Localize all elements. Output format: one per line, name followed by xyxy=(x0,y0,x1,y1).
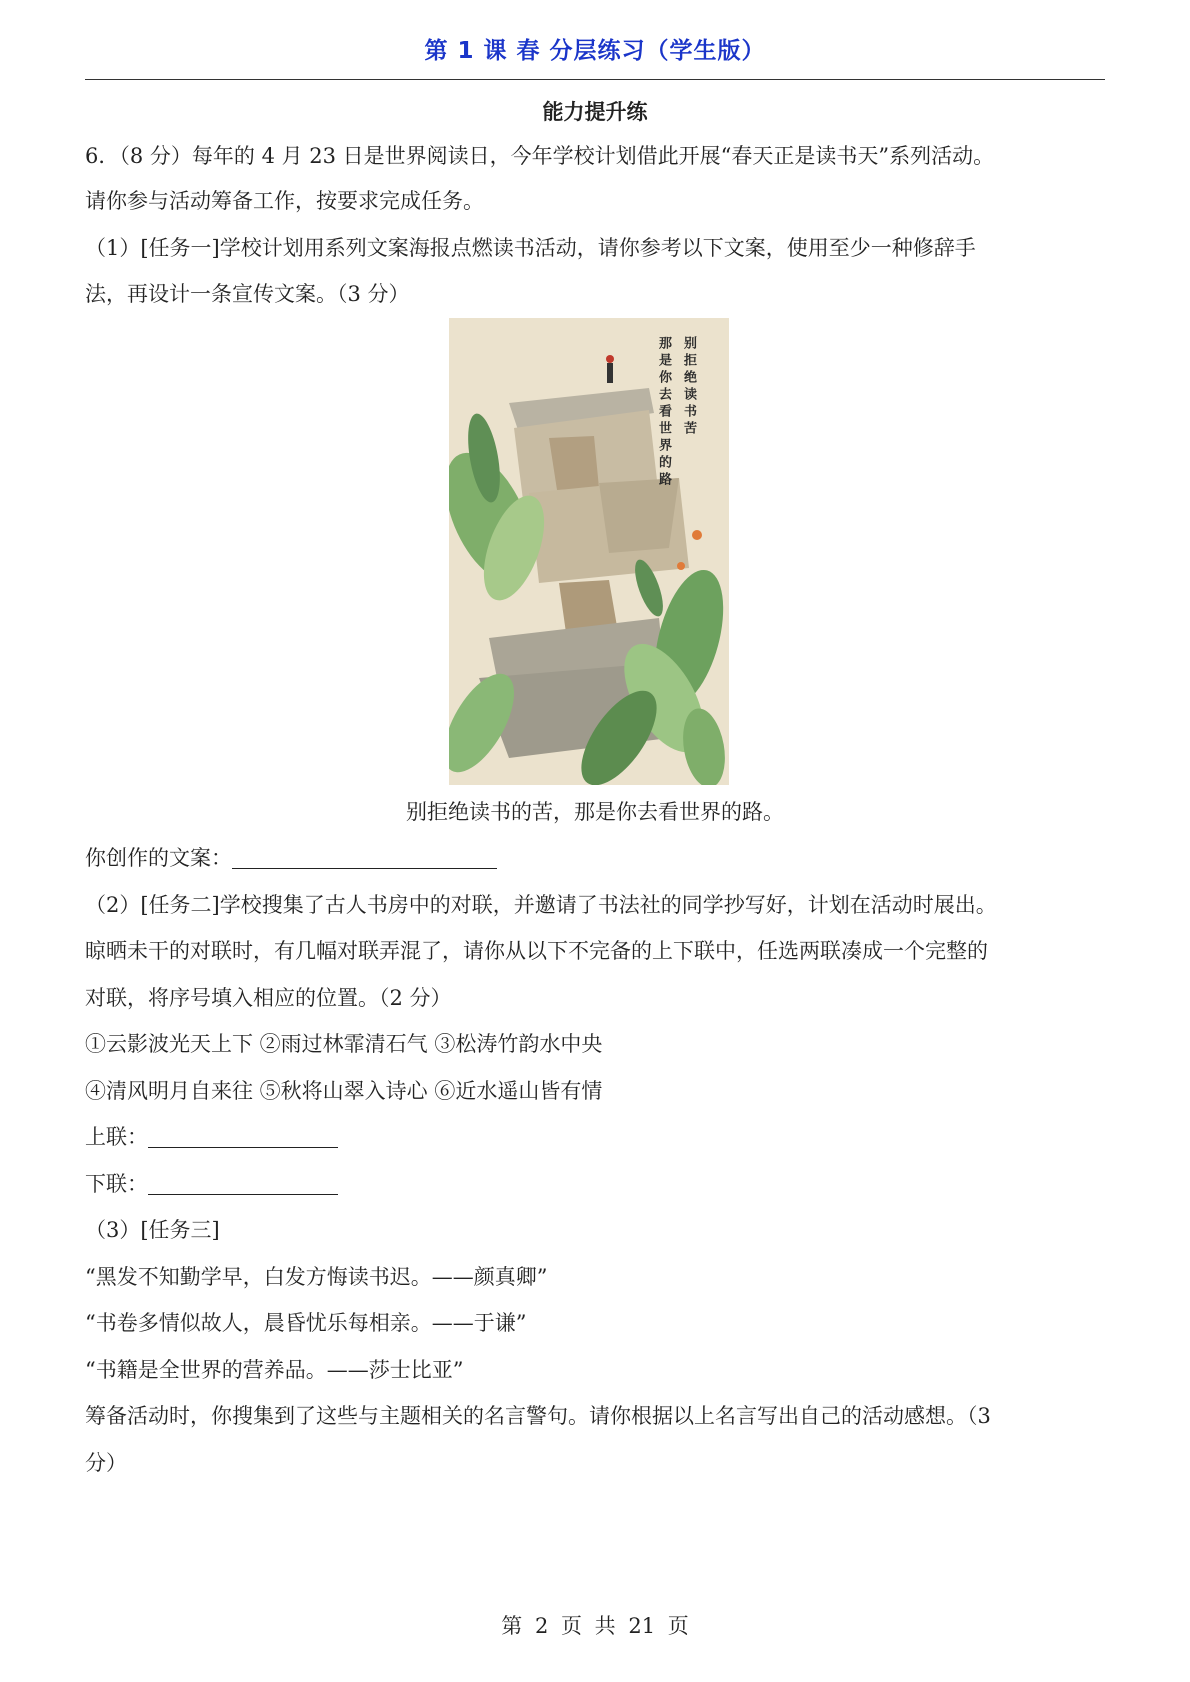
page-header-title: 第 1 课 春 分层练习（学生版） xyxy=(424,38,766,64)
task3-line-2: 分） xyxy=(85,1451,127,1475)
task3-title: （3）[任务三] xyxy=(85,1218,220,1242)
couplets-line-2: ④清风明月自来往 ⑤秋将山翠入诗心 ⑥近水遥山皆有情 xyxy=(85,1079,603,1103)
question-intro-line-1: 6．（8 分）每年的 4 月 23 日是世界阅读日，今年学校计划借此开展“春天正是读书天”系列活动。 xyxy=(85,144,995,168)
lower-couplet-row xyxy=(85,1169,1110,1199)
page-number: 第 2 页 共 21 页 xyxy=(501,1614,689,1638)
answer-label: 你创作的文案： xyxy=(85,846,232,870)
task1-line-2: 法，再设计一条宣传文案。（3 分） xyxy=(85,282,410,306)
quote-2: “书卷多情似故人，晨昏忧乐每相亲。——于谦” xyxy=(85,1311,527,1335)
task2-line-1: （2）[任务二]学校搜集了古人书房中的对联，并邀请了书法社的同学抄写好，计划在活动时展出。 xyxy=(85,893,997,917)
task2-line-3: 对联，将序号填入相应的位置。（2 分） xyxy=(85,986,452,1010)
upper-blank[interactable] xyxy=(148,1127,338,1148)
header-divider xyxy=(85,79,1105,80)
section-title: 能力提升练 xyxy=(542,100,648,124)
upper-label: 上联： xyxy=(85,1125,148,1149)
poster-caption: 别拒绝读书的苦，那是你去看世界的路。 xyxy=(406,800,784,824)
task3-line-1: 筹备活动时，你搜集到了这些与主题相关的名言警句。请你根据以上名言写出自己的活动感想。（3 xyxy=(85,1404,991,1428)
lower-blank[interactable] xyxy=(148,1174,338,1195)
quote-3: “书籍是全世界的营养品。——莎士比亚” xyxy=(85,1358,464,1382)
quote-1: “黑发不知勤学早，白发方悔读书迟。——颜真卿” xyxy=(85,1265,548,1289)
poster-text-right: 别拒绝读书苦 xyxy=(681,336,696,438)
upper-couplet-row xyxy=(85,1122,1110,1152)
couplets-line-1: ①云影波光天上下 ②雨过林霏清石气 ③松涛竹韵水中央 xyxy=(85,1032,603,1056)
answer-blank[interactable] xyxy=(232,848,497,869)
question-intro-line-2: 请你参与活动筹备工作，按要求完成任务。 xyxy=(85,189,484,213)
poster-text-left: 那是你去看世界的路 xyxy=(656,336,671,489)
task1-line-1: （1）[任务一]学校计划用系列文案海报点燃读书活动，请你参考以下文案，使用至少一种修辞手 xyxy=(85,236,976,260)
lower-label: 下联： xyxy=(85,1172,148,1196)
task2-line-2: 晾晒未干的对联时，有几幅对联弄混了，请你从以下不完备的上下联中，任选两联凑成一个完整的 xyxy=(85,939,988,963)
reading-poster-image xyxy=(449,318,729,785)
answer-row xyxy=(85,843,1110,873)
